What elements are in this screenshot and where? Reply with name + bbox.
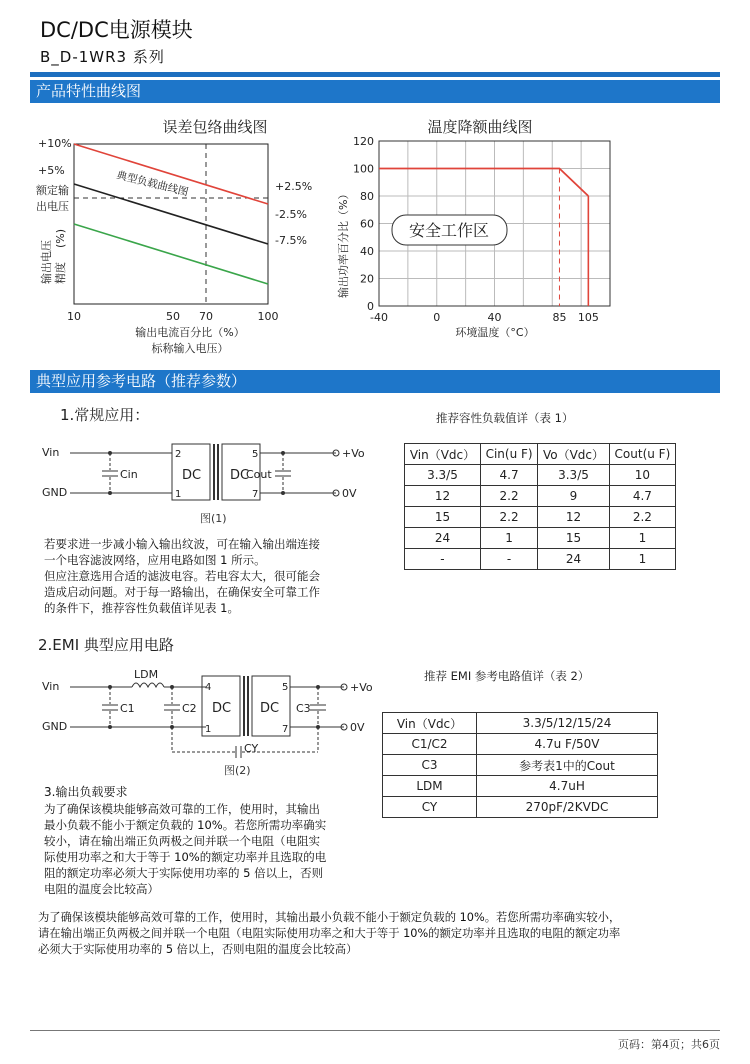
table-cell: C3 <box>383 755 477 776</box>
c1-pin7: 7 <box>252 489 259 500</box>
bottom-line: 请在输出端正负两极之间并联一个电阻（电阻实际使用功率之和大于等于 10%的额定功率并且选取的电阻的额定功率 <box>38 927 621 940</box>
table-cell: 15 <box>538 528 610 549</box>
c2-vin: Vin <box>42 680 60 693</box>
table-cell: LDM <box>383 776 477 797</box>
table-row <box>383 797 658 818</box>
app3-title: 3.输出负载要求 <box>44 785 128 799</box>
section-curves-title: 产品特性曲线图 <box>30 80 720 103</box>
table-header-cell: Vo（Vdc） <box>538 444 610 465</box>
c2-gnd: GND <box>42 720 68 733</box>
c2-c1: C1 <box>120 702 135 715</box>
table-cell: CY <box>383 797 477 818</box>
section-app-title: 典型应用参考电路（推荐参数） <box>30 370 720 393</box>
app3-line: 较小，请在输出端正负两极之间并联一个电阻（电阻实 <box>44 834 320 848</box>
table-cell: 4.7uH <box>477 776 658 797</box>
envelope-label-minus25: -2.5% <box>275 208 307 221</box>
app1-desc-line: 造成启动问题。对于每一路输出，在确保安全可靠工作 <box>44 585 320 599</box>
table-cell: 2.2 <box>609 507 675 528</box>
app3-line: 阻的额定功率必须大于实际使用功率的 5 倍以上，否则 <box>44 866 324 880</box>
envelope-ylabel-unit: (%) <box>54 228 67 248</box>
c1-0v: 0V <box>342 487 357 500</box>
envelope-lower-line <box>74 224 268 284</box>
c2-cy: CY <box>244 742 259 755</box>
c1-cout: Cout <box>246 468 272 481</box>
table-cell: 12 <box>538 507 610 528</box>
table-cell: C1/C2 <box>383 734 477 755</box>
derating-ytick: 60 <box>360 217 374 231</box>
table-cell: 参考表1中的Cout <box>477 755 658 776</box>
derating-xtick: 0 <box>433 311 441 324</box>
table-row <box>405 465 676 486</box>
table-cell: Vin（Vdc） <box>383 713 477 734</box>
envelope-label-rated-2: 出电压 <box>36 200 69 213</box>
table1-title: 推荐容性负载值详（表 1） <box>436 411 574 425</box>
table-cell: 9 <box>538 486 610 507</box>
derating-ytick: 100 <box>353 162 374 176</box>
c1-pin1: 1 <box>175 489 182 500</box>
c2-pin7: 7 <box>282 724 289 735</box>
derating-ytick: 20 <box>360 272 374 286</box>
app1-desc-line: 若要求进一步减小输入输出纹波，可在输入输出端连接 <box>44 537 320 551</box>
table-cell: 10 <box>609 465 675 486</box>
header-rule <box>30 72 720 77</box>
c2-fig: 图(2) <box>224 764 251 777</box>
envelope-label-plus5: +5% <box>38 164 65 177</box>
derating-ylabel: 输出功率百分比（%） <box>337 188 350 298</box>
envelope-xlabel-1: 输出电流百分比（%） <box>135 326 245 339</box>
app1-desc-line: 但应注意选用合适的滤波电容。若电容太大，很可能会 <box>44 569 320 583</box>
table-cell: 1 <box>609 528 675 549</box>
c1-vo: +Vo <box>342 447 365 460</box>
table-cell: 1 <box>480 528 537 549</box>
bottom-paragraph <box>38 910 728 958</box>
derating-xtick: -40 <box>370 311 388 324</box>
table-cell: 1 <box>609 549 675 570</box>
envelope-label-plus10: +10% <box>38 137 72 150</box>
bottom-line: 必须大于实际使用功率的 5 倍以上，否则电阻的温度会比较高） <box>38 943 358 956</box>
derating-xtick: 40 <box>487 311 502 324</box>
derating-xlabel: 环境温度（°C） <box>455 326 535 339</box>
c2-vo: +Vo <box>350 681 373 694</box>
c2-c2: C2 <box>182 702 197 715</box>
table-cell: 270pF/2KVDC <box>477 797 658 818</box>
envelope-xtick-100: 100 <box>257 310 279 323</box>
table-cell: 24 <box>405 528 481 549</box>
c2-dc-right: DC <box>260 701 280 716</box>
derating-ytick: 80 <box>360 190 374 203</box>
table-cell: - <box>405 549 481 570</box>
c2-0v: 0V <box>350 721 365 734</box>
c2-pin1: 1 <box>205 724 212 735</box>
table-cell: 12 <box>405 486 481 507</box>
envelope-label-minus75: -7.5% <box>275 234 307 247</box>
table-row <box>383 776 658 797</box>
c1-pin5: 5 <box>252 449 259 460</box>
app2-title: 2.EMI 典型应用电路 <box>38 636 174 654</box>
c2-pin4: 4 <box>205 682 212 693</box>
safe-zone-label: 安全工作区 <box>408 221 490 240</box>
envelope-ylabel-2: 精度 <box>54 262 67 284</box>
bottom-line: 为了确保该模块能够高效可靠的工作，使用时，其输出最小负载不能小于额定负载的 10%。若您所需功率确实较小， <box>38 911 621 924</box>
table-header-row <box>405 444 676 465</box>
table-cell: 4.7 <box>609 486 675 507</box>
c1-pin2: 2 <box>175 449 182 460</box>
table-row <box>405 528 676 549</box>
envelope-xtick-70: 70 <box>199 310 213 323</box>
envelope-title: 误差包络曲线图 <box>162 118 268 136</box>
envelope-frame <box>74 144 268 304</box>
app3-line: 电阻的温度会比较高） <box>44 882 159 896</box>
c2-c3: C3 <box>296 702 311 715</box>
table-cell: 2.2 <box>480 507 537 528</box>
c1-vin: Vin <box>42 446 60 459</box>
c2-ldm: LDM <box>134 668 159 681</box>
table-row <box>405 507 676 528</box>
table-cell: 4.7u F/50V <box>477 734 658 755</box>
app1-desc-line: 一个电容滤波网络，应用电路如图 1 所示。 <box>44 553 266 567</box>
app1-title: 1.常规应用： <box>60 406 150 424</box>
derating-ytick: 40 <box>360 245 374 258</box>
envelope-xtick-10: 10 <box>67 310 81 323</box>
table-cell: 15 <box>405 507 481 528</box>
c1-cin: Cin <box>120 468 138 481</box>
derating-ytick: 120 <box>353 135 374 148</box>
table-cell: 24 <box>538 549 610 570</box>
c1-fig: 图(1) <box>200 512 227 525</box>
envelope-xlabel-2: 标称输入电压） <box>151 342 229 355</box>
app3-line: 际使用功率之和大于等于 10%的额定功率并且选取的电 <box>44 850 327 864</box>
envelope-ylabel-1: 输出电压 <box>40 240 53 284</box>
derating-xtick: 85 <box>552 311 567 324</box>
app3-line: 为了确保该模块能够高效可靠的工作，使用时，其输出 <box>44 802 320 816</box>
c1-dc-right: DC <box>230 468 250 483</box>
page-number: 页码：第4页；共6页 <box>618 1038 720 1051</box>
derating-xtick: 105 <box>577 311 599 324</box>
footer-rule <box>30 1030 720 1031</box>
table-row <box>405 486 676 507</box>
c1-dc-left: DC <box>182 468 202 483</box>
capacitive-load-table <box>404 443 676 570</box>
table-header-cell: Cin(u F) <box>480 444 537 465</box>
table-row <box>383 734 658 755</box>
derating-chart <box>330 108 650 348</box>
series-subtitle: B_D-1WR3 系列 <box>40 48 165 66</box>
circuit-2 <box>38 664 383 779</box>
app3-line: 最小负载不能小于额定负载的 10%。若您所需功率确实 <box>44 818 327 832</box>
table2-title: 推荐 EMI 参考电路值详（表 2） <box>424 669 590 683</box>
envelope-upper-line <box>74 144 268 204</box>
c2-dc-left: DC <box>212 701 232 716</box>
circuit-1 <box>38 440 378 530</box>
envelope-chart <box>30 108 330 358</box>
table-header-cell: Cout(u F) <box>609 444 675 465</box>
c1-gnd: GND <box>42 486 68 499</box>
table-cell: - <box>480 549 537 570</box>
derating-curve <box>379 169 588 197</box>
table-row <box>405 549 676 570</box>
table-cell: 3.3/5/12/15/24 <box>477 713 658 734</box>
envelope-xtick-50: 50 <box>166 310 180 323</box>
derating-ytick: 0 <box>367 300 374 313</box>
table-header-cell: Vin（Vdc） <box>405 444 481 465</box>
c2-pin5: 5 <box>282 682 289 693</box>
emi-param-table <box>382 712 658 818</box>
envelope-label-rated-1: 额定输 <box>36 184 69 197</box>
table-cell: 3.3/5 <box>405 465 481 486</box>
page-title: DC/DC电源模块 <box>40 18 193 42</box>
envelope-label-plus25: +2.5% <box>275 180 313 193</box>
table-row <box>383 755 658 776</box>
derating-title: 温度降额曲线图 <box>427 118 533 136</box>
table-cell: 3.3/5 <box>538 465 610 486</box>
app3-desc <box>44 801 380 897</box>
app1-desc-line: 的条件下，推荐容性负载值详见表 1。 <box>44 601 239 615</box>
app1-desc <box>44 536 374 616</box>
table-cell: 4.7 <box>480 465 537 486</box>
envelope-curve-label: 典型负载曲线图 <box>115 169 190 199</box>
table-row <box>383 713 658 734</box>
table-cell: 2.2 <box>480 486 537 507</box>
